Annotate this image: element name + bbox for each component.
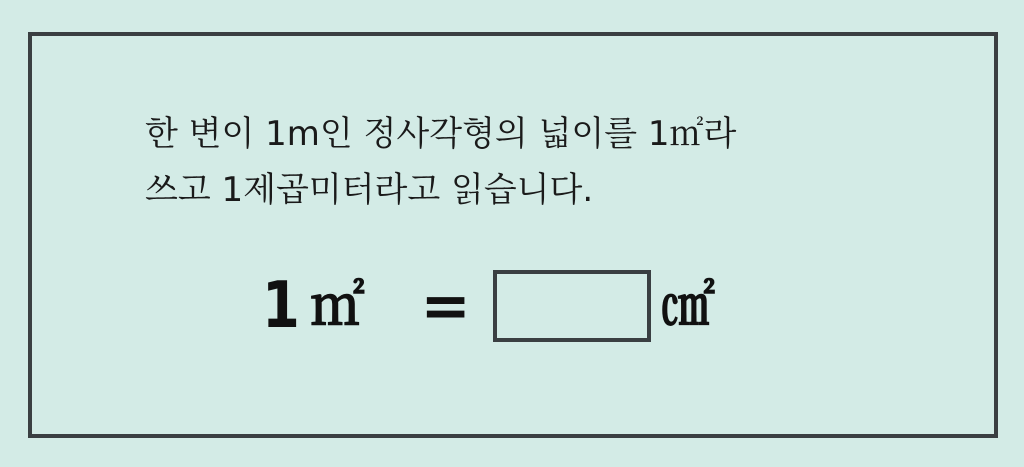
answer-input-box[interactable] (493, 270, 651, 342)
problem-text (145, 106, 736, 218)
problem-line-2: 쓰고 1제곱미터라고 읽습니다. (145, 170, 594, 210)
equals-sign: = (420, 271, 471, 341)
right-unit: ㎠ (660, 274, 715, 337)
unit-conversion-equation (262, 266, 715, 346)
left-unit: ㎡ (310, 274, 365, 337)
problem-frame (28, 32, 998, 438)
left-value: 1 (262, 269, 300, 343)
problem-line-1: 한 변이 1m인 정사각형의 넓이를 1㎡라 (145, 114, 737, 154)
